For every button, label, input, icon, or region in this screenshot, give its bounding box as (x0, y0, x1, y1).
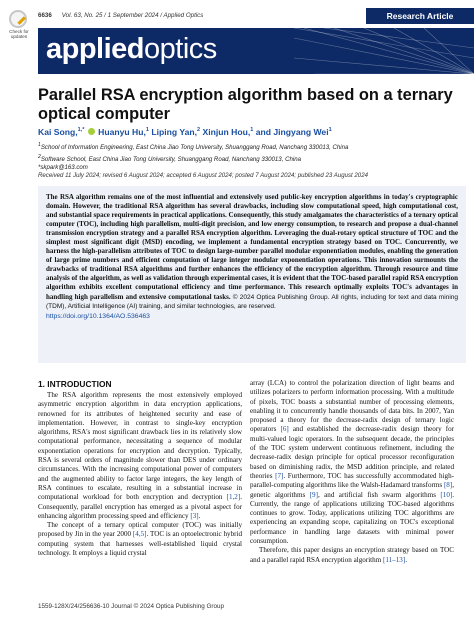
logo-light: optics (144, 33, 217, 65)
author-affiliation-mark: 1 (328, 127, 332, 134)
affiliation-mark: 1 (38, 142, 41, 148)
affiliation-line (38, 141, 348, 153)
paragraph-text: . Consequently, parallel encryption has emerged as a pivotal aspect for enhancing algorithm processing speed and efficiency (38, 493, 242, 520)
author-list (38, 127, 332, 137)
orcid-icon[interactable] (88, 128, 95, 135)
paragraph-text: The RSA algorithm represents the most extensively employed asymmetric encryption algorithm in data encryption applications, renowned for its attributes of heightened security and ease of implementation. However, in contrast to single-key encryption algorithms, RSA's most significant drawback lies in its relatively slow computational performance, necessitating a sequence of modular exponentiation operations for encryption and decryption. Typically, RSA is several orders of magnitude slower than DES under ordinary circumstances. With the increasing computational power of computers and the augmented ability to factor large integers, the key length of RSA continues to escalate, resulting in a substantial increase in computational workload for both encryption and decryption (38, 391, 242, 502)
body-paragraph (250, 546, 454, 565)
citation-link[interactable]: [11–13] (382, 555, 406, 564)
paragraph-text: . (198, 511, 201, 520)
abstract-box (38, 186, 466, 363)
affiliation-line (38, 153, 348, 165)
publication-dates: Received 11 July 2024; revised 6 August 2024; accepted 6 August 2024; posted 7 August 2024; published 23 August 2024 (38, 172, 368, 179)
doi-link[interactable]: https://doi.org/10.1364/AO.536463 (46, 312, 150, 320)
author-affiliation-mark: 1,* (77, 127, 85, 134)
author-name[interactable]: Xinjun Hou, (202, 127, 251, 137)
citation-link[interactable]: [4,5] (132, 530, 147, 539)
paragraph-text: . (405, 555, 407, 564)
body-column-left (38, 391, 242, 558)
body-column-right (250, 379, 454, 565)
paragraph-text: , and artificial fish swarm algorithms (317, 490, 441, 499)
paragraph-text: Therefore, this paper designs an encryption strategy based on TOC and a parallel rapid RSA encryption algorithm (250, 546, 454, 564)
citation-link[interactable]: [8] (443, 481, 453, 490)
paragraph-text: The concept of a ternary optical computer (TOC) was initially proposed by Jin in the year 2000 (38, 521, 242, 539)
affiliations (38, 141, 348, 173)
citation-link[interactable]: [7] (275, 471, 284, 480)
paragraph-text: , genetic algorithms (250, 481, 454, 499)
copyright-notice: © 2024 Optica Publishing Group. All rights, including for text and data mining (TDM), Artificial Intelligence (AI) training, and similar technologies, are reserved. (46, 293, 459, 310)
logo-bold: applied (46, 33, 145, 65)
author-name[interactable]: Liping Yan, (151, 127, 198, 137)
author-name[interactable]: Huanyu Hu, (98, 127, 146, 137)
paragraph-text: and established the decrease-radix design theory for multi-valued logic operators. In the subsequent decade, the principles of the TOC system underwent continuous refinement, including the decrease-radix design principle for optical processor reconfiguration based on diminishing radix, the MSD addition principle, and related theories (250, 425, 455, 480)
volume-line: Vol. 63, No. 25 / 1 September 2024 / Applied Optics (61, 12, 204, 19)
page-footer: 1559-128X/24/256636-10 Journal © 2024 Optica Publishing Group (38, 603, 224, 610)
paragraph-text: . Furthermore, TOC has successfully accommodated high-parallel-computing algorithms like the Walsh-Hadamard transforms (250, 471, 454, 490)
check-for-updates-badge[interactable] (6, 10, 32, 40)
journal-logo[interactable] (46, 33, 217, 66)
citation-link[interactable]: [3] (190, 511, 199, 520)
affiliation-mark: * (38, 164, 41, 172)
citation-link[interactable]: [10] (440, 490, 453, 499)
body-paragraph (38, 391, 242, 521)
affiliation-text: Software School, East China Jiao Tong University, Shuanggang Road, Nanchang 330013, China (40, 155, 301, 163)
author-affiliation-mark: 1 (145, 127, 149, 134)
check-updates-label: Check for updates (9, 29, 29, 39)
affiliation-mark: 2 (38, 153, 41, 160)
author-affiliation-mark: 2 (197, 127, 201, 134)
article-type-badge: Research Article (366, 8, 474, 24)
abstract (46, 193, 458, 311)
body-paragraph (250, 379, 454, 546)
paragraph-text: . TOC is an optoelectronic hybrid computing system that harnesses well-established liquid crystal technology. It employs a liquid crystal (38, 530, 242, 558)
author-name[interactable]: Kai Song, (38, 127, 78, 137)
citation-link[interactable]: [1,2] (226, 493, 241, 502)
citation-link[interactable]: [9] (309, 490, 318, 499)
page-number: 6636 (38, 12, 52, 19)
author-affiliation-mark: 1 (250, 127, 254, 134)
check-updates-icon (9, 10, 27, 28)
section-heading: 1. INTRODUCTION (38, 379, 112, 389)
affiliation-text: School of Information Engineering, East China Jiao Tong University, Shuanggang Road, Nanchang 330013, China (40, 144, 349, 152)
author-name[interactable]: and Jingyang Wei (255, 127, 329, 137)
corresponding-email[interactable]: skpark@163.com (40, 164, 88, 172)
journal-meta-row (38, 12, 203, 19)
abstract-text: The RSA algorithm remains one of the most influential and extensively used public-key encryption algorithms in today's cryptographic domain. However, the traditional RSA algorithm has several drawbacks, including slow computational speed, high computational cost, and substantial space requirements in practical applications. Consequently, this study amalgamates the characteristics of a ternary optical computer (TOC), including high parallelism, multi-digit precision, and low energy consumption, to research and propose a dual-channel transmission encryption strategy and a parallel RSA encryption algorithm. Leveraging the dual-rotary optical structure of TOC and the simplest most significant digit (MSD) encoding, we implement a fundamental encryption strategy based on TOC. Concurrently, we harness the high-parallelism attributes of TOC to design large-number parallel modular exponentiation modules, enabling the generation of large prime numbers and efficient computation of large integer modular exponentiation operations. This innovation surmounts the drawbacks of traditional RSA algorithms and further enhances the efficiency of the encryption algorithm. Through resource and time analysis of the algorithm, as well as validation through experimental cases, it is evident that the TOC-based parallel rapid RSA encryption algorithm exhibits excellent computational efficiency and time performance. This research optimally exploits TOC's advantages in handling high parallelism and extensive computational tasks. (46, 193, 458, 301)
body-paragraph (38, 521, 242, 558)
decorative-rays-graphic (294, 28, 474, 74)
journal-banner (38, 28, 474, 74)
paper-title: Parallel RSA encryption algorithm based on a ternary optical computer (38, 86, 453, 123)
paragraph-text: . Currently, the range of applications utilizing TOC-based algorithms continues to grow. Today, applications utilizing TOC algorithms are experiencing an expanding scope, capitalizing on TOC's exceptional performance in handling large datasets with minimal power consumption. (250, 490, 455, 546)
citation-link[interactable]: [6] (280, 425, 289, 434)
paragraph-text: array (LCA) to control the polarization direction of light beams and utilizes polarizers to perform information processing. With a multitude of pixels, TOC boasts a substantial number of processing elements, enabling it to concurrently handle thousands of data bits. In 2007, Yan proposed a theory for the decrease-radix design of ternary logic operators (250, 379, 454, 434)
